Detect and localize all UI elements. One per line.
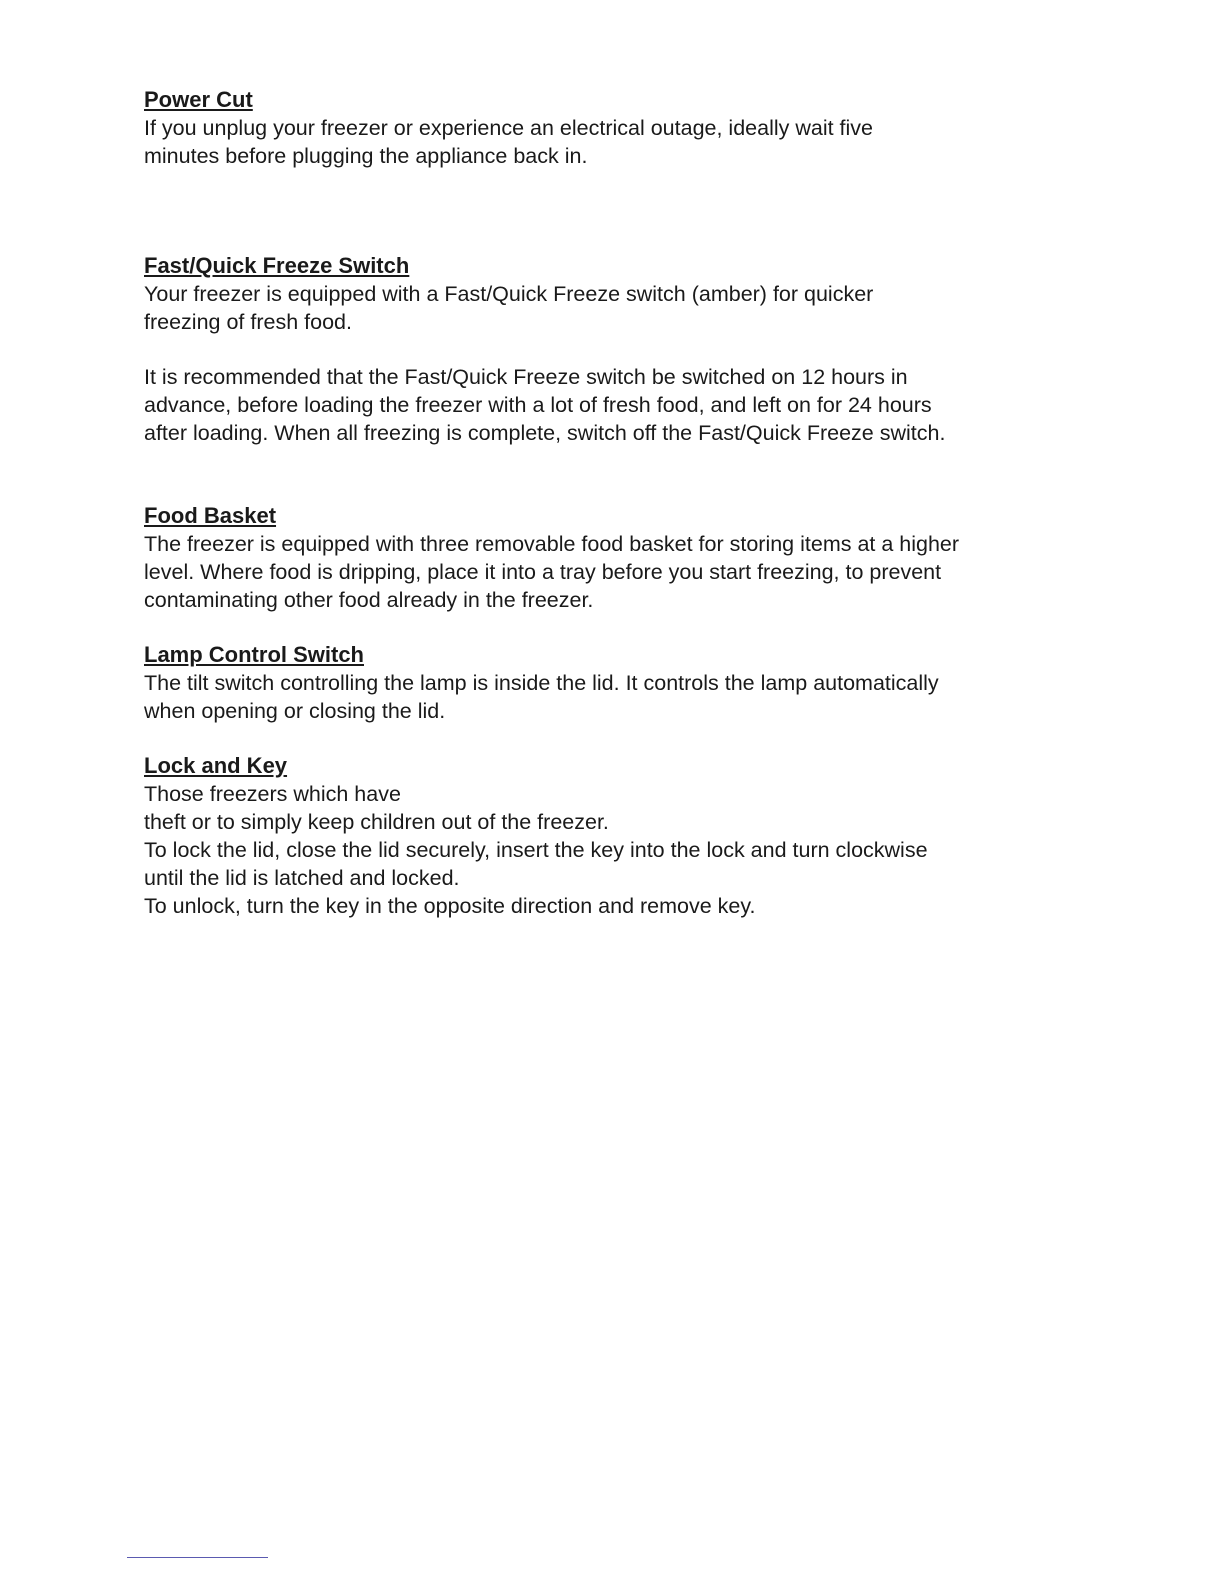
section-heading: Fast/Quick Freeze Switch [144,253,410,278]
footnote-divider [127,1557,268,1558]
body-line: freezing of fresh food. [144,310,352,334]
section-heading: Power Cut [144,87,253,112]
body-line: after loading. When all freezing is complete, switch off the Fast/Quick Freeze switch. [144,421,946,445]
body-line: If you unplug your freezer or experience an electrical outage, ideally wait five [144,116,874,140]
body-line: minutes before plugging the appliance back in. [144,144,588,168]
body-line: To lock the lid, close the lid securely, insert the key into the lock and turn clockwise [144,838,928,862]
section-lamp-control-switch [144,641,1084,725]
document-page [144,86,1084,920]
body-line: Your freezer is equipped with a Fast/Quick Freeze switch (amber) for quicker [144,282,874,306]
section-food-basket [144,502,1084,614]
body-line: advance, before loading the freezer with a lot of fresh food, and left on for 24 hours [144,393,932,417]
body-line: contaminating other food already in the freezer. [144,588,594,612]
section-heading: Lamp Control Switch [144,642,364,667]
section-heading: Lock and Key [144,753,288,778]
body-line: theft or to simply keep children out of the freezer. [144,810,609,834]
body-line: level. Where food is dripping, place it into a tray before you start freezing, to prevent [144,560,942,584]
section-lock-and-key [144,752,1084,920]
body-line: when opening or closing the lid. [144,699,446,723]
body-line: The freezer is equipped with three removable food basket for storing items at a higher [144,532,960,556]
section-fast-quick-freeze [144,252,1084,447]
body-line: It is recommended that the Fast/Quick Freeze switch be switched on 12 hours in [144,365,908,389]
body-line: until the lid is latched and locked. [144,866,460,890]
body-line: The tilt switch controlling the lamp is inside the lid. It controls the lamp automatically [144,671,939,695]
section-power-cut [144,86,1084,170]
body-line: To unlock, turn the key in the opposite direction and remove key. [144,894,756,918]
section-heading: Food Basket [144,503,277,528]
body-line: Those freezers which have [144,782,401,806]
